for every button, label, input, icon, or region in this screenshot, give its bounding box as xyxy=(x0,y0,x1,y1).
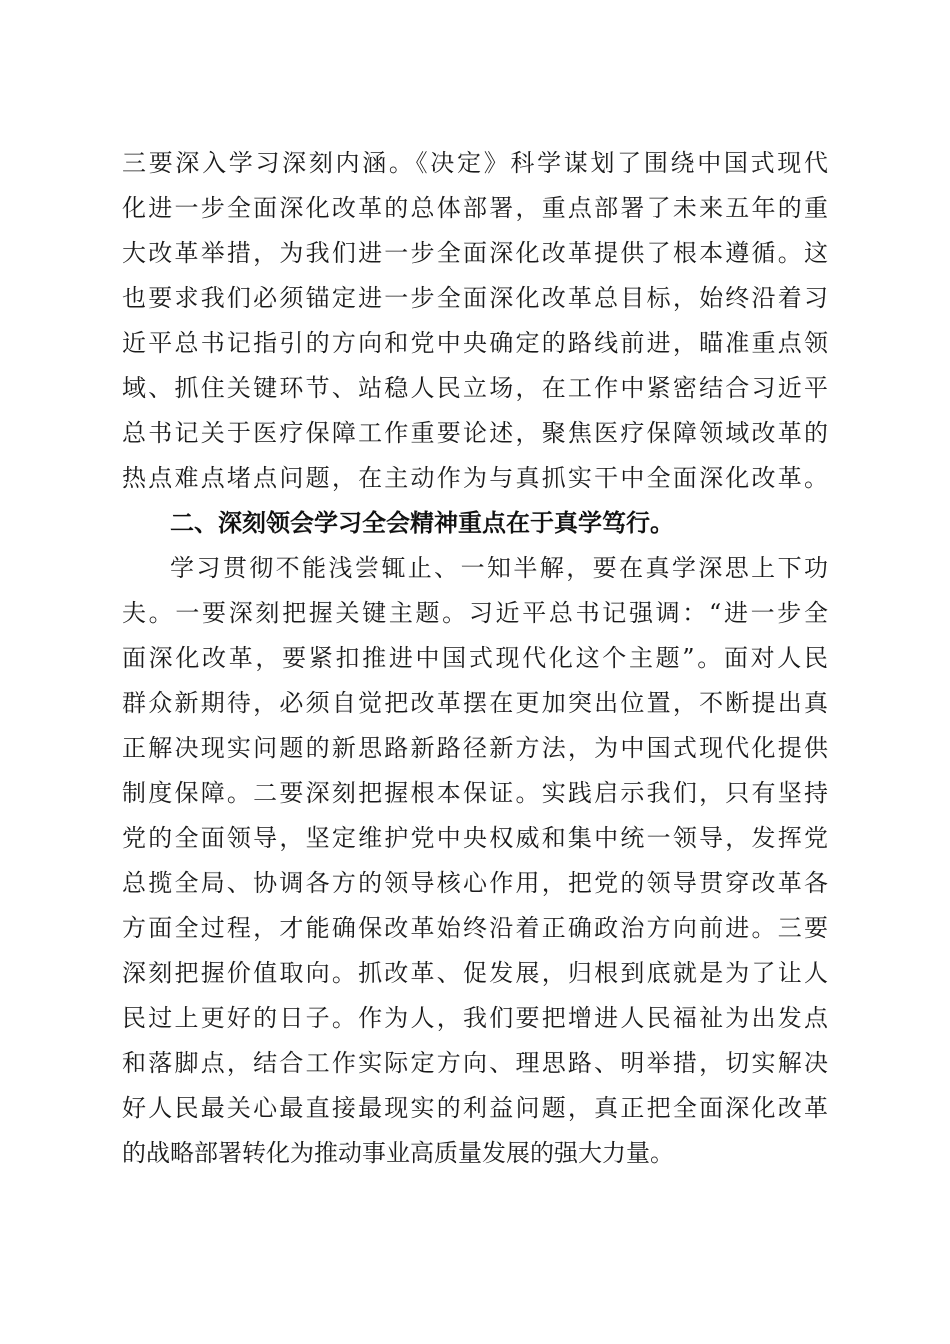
paragraph-2-line-5: 正解决现实问题的新思路新路径新方法，为中国式现代化提供 xyxy=(122,734,828,762)
paragraph-2-line-6: 制度保障。二要深刻把握根本保证。实践启示我们，只有坚持 xyxy=(122,779,828,807)
section-heading-2: 二、深刻领会学习全会精神重点在于真学笃行。 xyxy=(170,509,674,537)
paragraph-1-line-5: 近平总书记指引的方向和党中央确定的路线前进，瞄准重点领 xyxy=(122,329,828,357)
paragraph-1-line-2: 化进一步全面深化改革的总体部署，重点部署了未来五年的重 xyxy=(122,194,828,222)
paragraph-1-line-4: 也要求我们必须锚定进一步全面深化改革总目标，始终沿着习 xyxy=(122,284,828,312)
paragraph-1-line-6: 域、抓住关键环节、站稳人民立场，在工作中紧密结合习近平 xyxy=(122,374,828,402)
paragraph-1-line-8: 热点难点堵点问题，在主动作为与真抓实干中全面深化改革。 xyxy=(122,464,828,492)
paragraph-1-line-1: 三要深入学习深刻内涵。《决定》科学谋划了围绕中国式现代 xyxy=(122,149,828,177)
paragraph-2-line-4: 群众新期待，必须自觉把改革摆在更加突出位置，不断提出真 xyxy=(122,689,828,717)
paragraph-2-line-11: 民过上更好的日子。作为人，我们要把增进人民福祉为出发点 xyxy=(122,1004,828,1032)
paragraph-2-line-9: 方面全过程，才能确保改革始终沿着正确政治方向前进。三要 xyxy=(122,914,828,942)
paragraph-1-line-7: 总书记关于医疗保障工作重要论述，聚焦医疗保障领域改革的 xyxy=(122,419,828,447)
paragraph-2-line-3: 面深化改革，要紧扣推进中国式现代化这个主题”。面对人民 xyxy=(122,644,828,672)
paragraph-2-line-2: 夫。一要深刻把握关键主题。习近平总书记强调：“进一步全 xyxy=(122,599,828,627)
paragraph-2-line-13: 好人民最关心最直接最现实的利益问题，真正把全面深化改革 xyxy=(122,1094,828,1122)
paragraph-2-line-1: 学习贯彻不能浅尝辄止、一知半解，要在真学深思上下功 xyxy=(170,554,828,582)
paragraph-2-line-12: 和落脚点，结合工作实际定方向、理思路、明举措，切实解决 xyxy=(122,1049,828,1077)
paragraph-2-line-7: 党的全面领导，坚定维护党中央权威和集中统一领导，发挥党 xyxy=(122,824,828,852)
paragraph-1-line-3: 大改革举措，为我们进一步全面深化改革提供了根本遵循。这 xyxy=(122,239,828,267)
paragraph-2-line-10: 深刻把握价值取向。抓改革、促发展，归根到底就是为了让人 xyxy=(122,959,828,987)
paragraph-2-line-8: 总揽全局、协调各方的领导核心作用，把党的领导贯穿改革各 xyxy=(122,869,828,897)
paragraph-2-line-14: 的战略部署转化为推动事业高质量发展的强大力量。 xyxy=(122,1139,674,1167)
